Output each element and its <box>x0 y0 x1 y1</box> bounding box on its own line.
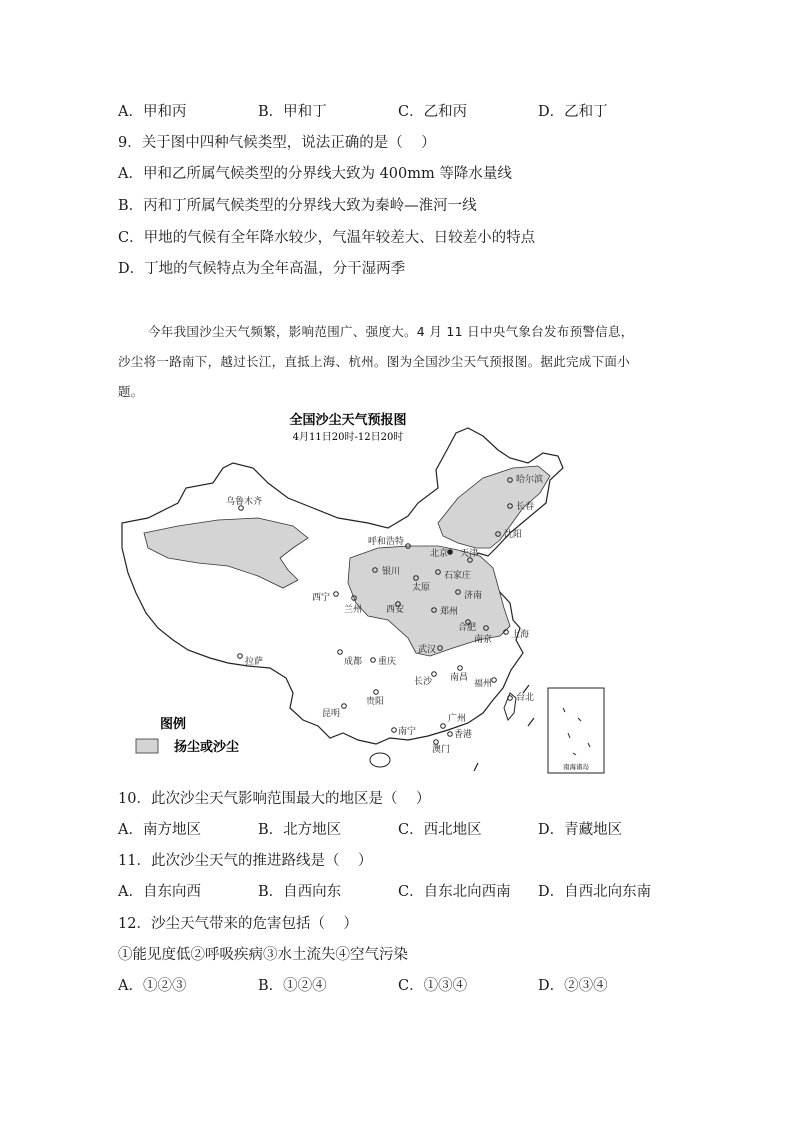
q8-option-b[interactable]: B．甲和丁 <box>258 104 327 120</box>
city-macau <box>432 740 450 755</box>
svg-text:广州: 广州 <box>448 714 467 724</box>
q11-option-b[interactable]: B．自西向东 <box>258 884 342 900</box>
svg-text:澳门: 澳门 <box>432 745 451 755</box>
q10-stem: 10．此次沙尘天气影响范围最大的地区是（ ） <box>118 791 431 807</box>
svg-text:南宁: 南宁 <box>398 727 417 737</box>
passage-line-2: 沙尘将一路南下，越过长江，直抵上海、杭州。图为全国沙尘天气预报图。据此完成下面小 <box>118 354 631 369</box>
svg-text:济南: 济南 <box>464 591 483 601</box>
q11-option-d[interactable]: D．自西北向东南 <box>538 884 652 900</box>
svg-text:昆明: 昆明 <box>322 709 341 719</box>
svg-text:武汉: 武汉 <box>418 645 437 655</box>
svg-text:郑州: 郑州 <box>440 607 459 617</box>
hainan-outline <box>370 753 390 767</box>
svg-text:银川: 银川 <box>382 567 401 577</box>
legend-swatch <box>136 739 158 753</box>
svg-text:重庆: 重庆 <box>378 657 397 667</box>
q8-option-d[interactable]: D．乙和丁 <box>538 104 608 120</box>
svg-text:长沙: 长沙 <box>414 677 433 687</box>
q9-stem: 9．关于图中四种气候类型，说法正确的是（ ） <box>118 135 436 151</box>
inset-label: 南海诸岛 <box>563 763 589 771</box>
legend-label: 扬尘或沙尘 <box>174 740 240 755</box>
q12-stem: 12．沙尘天气带来的危害包括（ ） <box>118 916 358 932</box>
map-subtitle: 4月11日20时-12日20时 <box>292 432 404 443</box>
svg-text:天津: 天津 <box>460 549 479 559</box>
svg-text:合肥: 合肥 <box>458 623 477 633</box>
svg-text:成都: 成都 <box>344 657 363 667</box>
china-map-svg <box>118 408 618 778</box>
q10-option-b[interactable]: B．北方地区 <box>258 822 342 838</box>
q10-option-d[interactable]: D．青藏地区 <box>538 822 623 838</box>
legend-title: 图例 <box>160 717 187 732</box>
passage-line-1: 今年我国沙尘天气频繁，影响范围广、强度大。4 月 11 日中央气象台发布预警信息， <box>148 324 634 339</box>
q9-option-a[interactable]: A．甲和乙所属气候类型的分界线大致为 400mm 等降水量线 <box>118 166 512 182</box>
svg-text:沈阳: 沈阳 <box>504 530 523 540</box>
svg-text:太原: 太原 <box>412 583 431 593</box>
svg-text:拉萨: 拉萨 <box>245 657 264 667</box>
svg-text:贵阳: 贵阳 <box>366 697 385 707</box>
svg-text:兰州: 兰州 <box>344 605 363 615</box>
taiwan-outline <box>504 693 516 720</box>
svg-text:哈尔滨: 哈尔滨 <box>516 475 544 485</box>
svg-text:福州: 福州 <box>474 679 493 689</box>
q12-option-c[interactable]: C．①③④ <box>398 978 468 994</box>
q9-option-c[interactable]: C．甲地的气候有全年降水较少，气温年较差大、日较差小的特点 <box>118 230 536 246</box>
svg-text:西宁: 西宁 <box>312 593 331 603</box>
q8-option-c[interactable]: C．乙和丙 <box>398 104 468 120</box>
svg-text:北京: 北京 <box>430 549 449 559</box>
svg-text:上海: 上海 <box>511 630 530 640</box>
svg-text:长春: 长春 <box>516 502 535 512</box>
svg-text:香港: 香港 <box>454 730 473 740</box>
map-title: 全国沙尘天气预报图 <box>289 413 407 428</box>
svg-text:南京: 南京 <box>474 635 493 645</box>
svg-text:台北: 台北 <box>516 693 535 703</box>
svg-text:呼和浩特: 呼和浩特 <box>368 537 405 547</box>
q11-option-c[interactable]: C．自东北向西南 <box>398 884 511 900</box>
q9-option-d[interactable]: D．丁地的气候特点为全年高温，分干湿两季 <box>118 261 406 277</box>
svg-text:西安: 西安 <box>386 605 405 615</box>
q12-option-a[interactable]: A．①②③ <box>118 978 187 994</box>
q12-option-d[interactable]: D．②③④ <box>538 978 608 994</box>
q11-stem: 11．此次沙尘天气的推进路线是（ ） <box>118 853 373 869</box>
city-hohhot <box>368 535 410 548</box>
q11-option-a[interactable]: A．自东向西 <box>118 884 201 900</box>
q12-items: ①能见度低②呼吸疾病③水土流失④空气污染 <box>118 947 408 963</box>
passage-line-3: 题。 <box>118 384 144 399</box>
q8-option-a[interactable]: A．甲和丙 <box>118 104 187 120</box>
q10-option-a[interactable]: A．南方地区 <box>118 822 201 838</box>
q10-option-c[interactable]: C．西北地区 <box>398 822 482 838</box>
q12-option-b[interactable]: B．①②④ <box>258 978 327 994</box>
svg-text:乌鲁木齐: 乌鲁木齐 <box>226 497 263 507</box>
city-hongkong <box>448 728 472 740</box>
south-sea-inset <box>548 688 604 773</box>
dust-forecast-map <box>118 408 618 778</box>
svg-text:南昌: 南昌 <box>450 673 469 683</box>
q9-option-b[interactable]: B．丙和丁所属气候类型的分界线大致为秦岭—淮河一线 <box>118 198 477 214</box>
svg-text:石家庄: 石家庄 <box>444 571 472 581</box>
